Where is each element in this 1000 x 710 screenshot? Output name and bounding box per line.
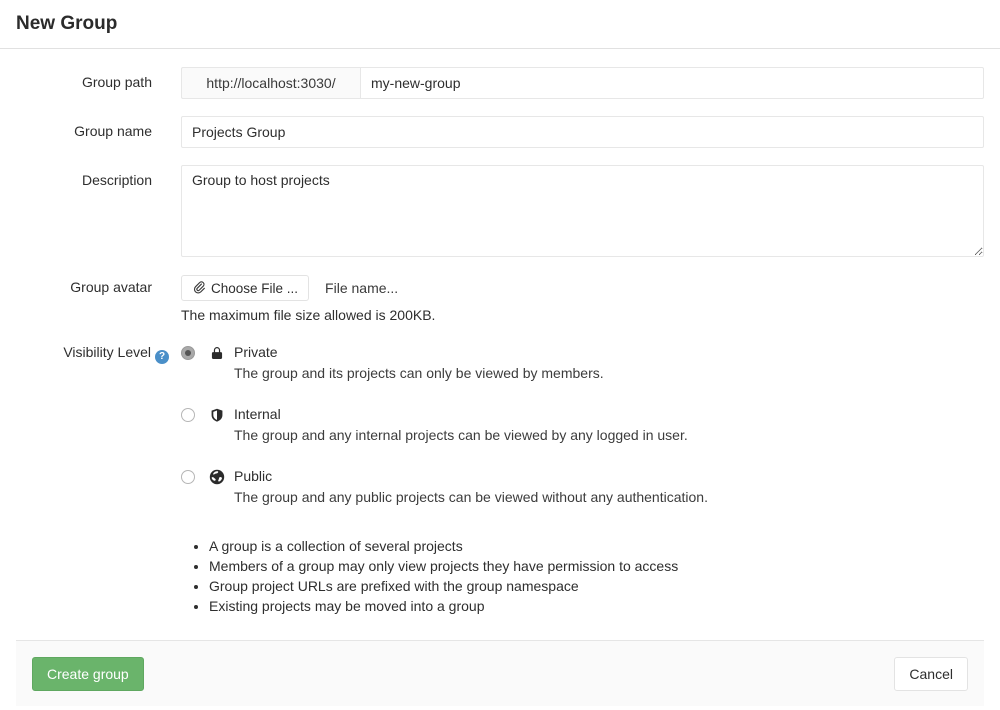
group-avatar-label: Group avatar [70,279,152,295]
group-name-label: Group name [74,123,152,139]
note-item: • A group is a collection of several projects [209,536,984,556]
visibility-row [16,343,984,616]
option-title: Private [234,344,278,360]
visibility-option-public [181,467,984,506]
group-name-row [16,116,984,148]
group-path-prefix: http://localhost:3030/ [181,67,360,99]
group-avatar-row [16,275,984,323]
help-icon[interactable]: ? [155,350,169,364]
page-title: New Group [16,13,118,34]
description-textarea[interactable] [181,165,984,257]
cancel-button[interactable]: Cancel [894,657,968,691]
new-group-form [0,49,1000,616]
description-row [16,165,984,257]
radio-internal[interactable] [181,408,195,422]
choose-file-label: Choose File ... [211,280,299,296]
note-item: • Members of a group may only view projects they have permission to access [209,556,984,576]
option-description: The group and any internal projects can be viewed by any logged in user. [234,427,688,443]
description-label: Description [81,172,152,188]
file-name-label: File name... [325,280,399,296]
visibility-option-private [181,343,984,382]
choose-file-button[interactable] [181,275,309,301]
globe-icon [208,468,225,506]
group-path-input[interactable] [360,67,984,99]
note-item: • Group project URLs are prefixed with the group namespace [209,576,984,596]
note-item: • Existing projects may be moved into a group [209,596,984,616]
group-path-row [16,67,984,99]
create-group-button[interactable]: Create group [32,657,144,691]
shield-icon [208,406,225,444]
lock-icon [208,344,225,382]
page-header [0,0,1000,49]
visibility-label [16,343,181,616]
notes-list [181,536,984,616]
radio-public[interactable] [181,470,195,484]
group-name-input[interactable] [181,116,984,148]
form-actions [16,640,984,706]
avatar-size-hint: The maximum file size allowed is 200KB. [181,307,436,323]
option-description: The group and any public projects can be viewed without any authentication. [234,489,708,505]
paperclip-icon [192,280,205,297]
visibility-option-internal [181,405,984,444]
option-title: Public [234,468,273,484]
option-title: Internal [234,406,281,422]
group-path-label: Group path [81,74,152,90]
visibility-label-text: Visibility Level [63,344,151,360]
radio-private[interactable] [181,346,195,360]
option-description: The group and its projects can only be viewed by members. [234,365,604,381]
